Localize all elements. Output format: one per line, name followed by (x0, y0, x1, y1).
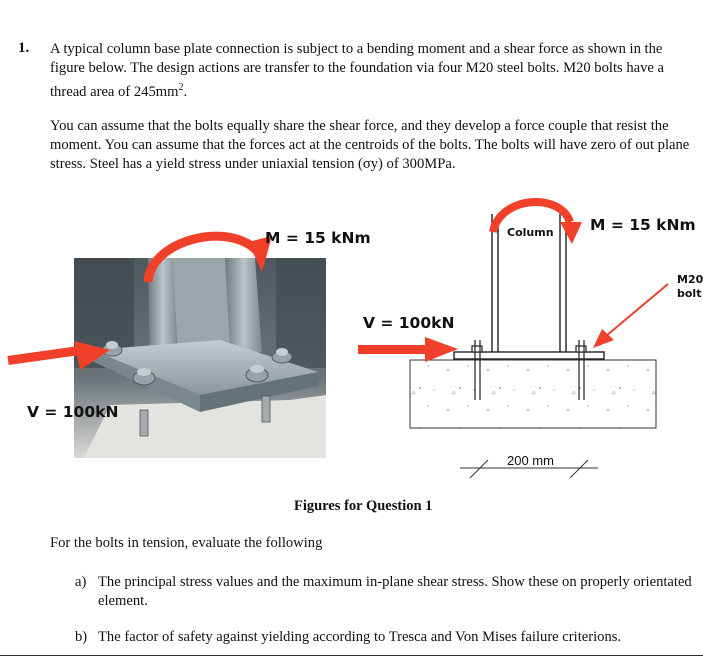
tasks-intro: For the bolts in tension, evaluate the following (50, 535, 323, 551)
base-plate-photo (74, 258, 326, 458)
question-paragraph-2: You can assume that the bolts equally share the shear force, and they develop a force couple that resist the moment. You can assume that the forces act at the centroids of the bolts. The bolts will have zero of out plane stress. Steel has a yield stress under uniaxial tension (σy) of 300MPa. (50, 118, 690, 172)
question-number: 1. (18, 40, 30, 56)
bolt-pointer-line (606, 284, 668, 336)
diagram-shear-arrowhead (425, 337, 458, 362)
diagram-shear-label: V = 100kN (363, 314, 455, 332)
task-item-b (75, 628, 695, 647)
task-text: The principal stress values and the maximum in-plane shear stress. Show these on properly orientated element. (98, 574, 692, 609)
bolt-label-m20: M20 (677, 273, 703, 286)
task-text: The factor of safety against yielding according to Tresca and Von Mises failure criterions. (98, 629, 622, 645)
task-label: a) (75, 574, 87, 590)
diagram-moment-label: M = 15 kNm (590, 216, 696, 234)
bolt-label-bolt: bolt (677, 287, 702, 300)
diagram-shear-arrow-shaft (358, 345, 430, 354)
photo-moment-label: M = 15 kNm (265, 229, 371, 247)
area-unit-superscript: 2 (178, 82, 184, 93)
paragraph-1-text: A typical column base plate connection is subject to a bending moment and a shear force as shown in the figure below. The design actions are transfer to the foundation via four M20 steel bolts. M20 bolts have a thread area of 245mm (50, 41, 664, 100)
diagram-moment-arrowhead (560, 222, 582, 244)
task-label: b) (75, 629, 88, 645)
base-plate (454, 352, 604, 359)
concrete-foundation (410, 360, 656, 428)
task-item-a (75, 573, 695, 611)
diagram-column-label: Column (507, 226, 554, 239)
photo-shear-label: V = 100kN (27, 403, 119, 421)
paragraph-1-end: . (183, 83, 188, 100)
page-bottom-rule (0, 655, 703, 656)
dimension-label: 200 mm (507, 453, 554, 468)
figure-caption: Figures for Question 1 (294, 498, 433, 514)
